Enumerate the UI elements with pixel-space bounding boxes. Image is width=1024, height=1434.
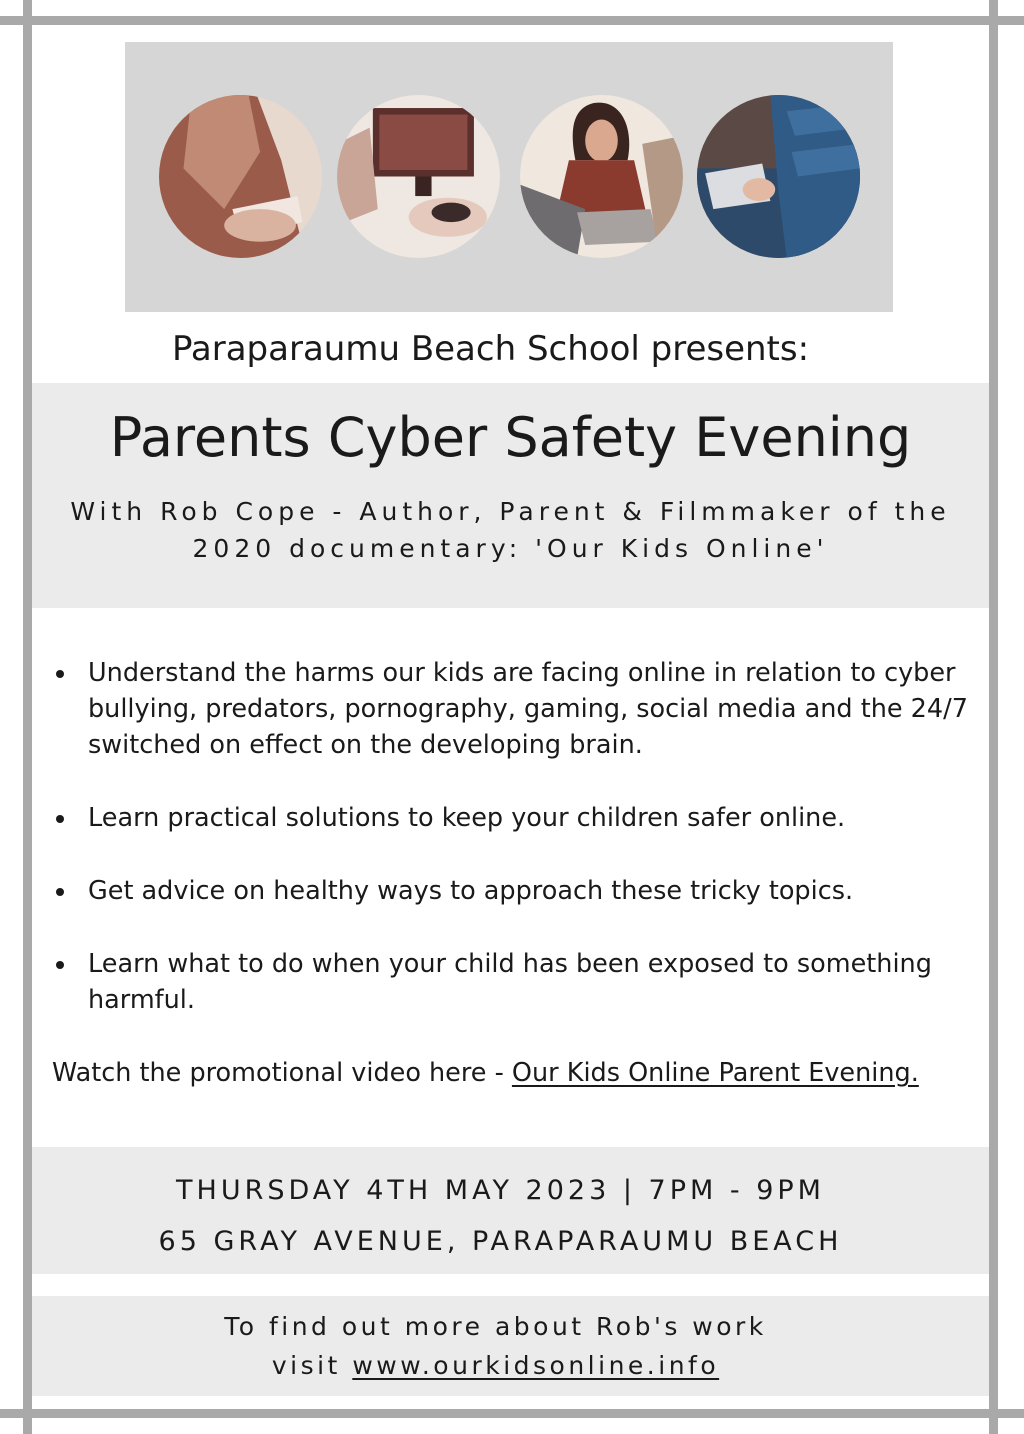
promo-video-link[interactable]: Our Kids Online Parent Evening. [511, 1058, 919, 1088]
photo-banner [125, 42, 893, 312]
event-title: Parents Cyber Safety Evening [109, 406, 912, 469]
date-band [32, 1147, 989, 1274]
visit-prefix: visit [271, 1351, 353, 1380]
list-item [52, 800, 987, 836]
photo-gaming-controller [337, 95, 500, 258]
photo-girl-with-laptop [520, 95, 683, 258]
website-link[interactable]: www.ourkidsonline.info [352, 1351, 720, 1380]
bullet-dot-icon [56, 961, 64, 969]
event-subtitle [32, 493, 989, 567]
bullet-text: Learn what to do when your child has been exposed to something harmful. [88, 949, 932, 1015]
frame-line-right [989, 0, 998, 1434]
promo-line [52, 1055, 919, 1091]
photo-girl-with-phone [159, 95, 322, 258]
subtitle-line-1: With Rob Cope - Author, Parent & Filmmaker of the [70, 497, 951, 526]
bullet-list [52, 655, 987, 1055]
frame-line-left [23, 0, 32, 1434]
bullet-dot-icon [56, 670, 64, 678]
photo-boy-with-tablet [697, 95, 860, 258]
bullet-text: Get advice on healthy ways to approach these tricky topics. [88, 876, 854, 906]
frame-line-top [0, 16, 1024, 25]
presents-heading: Paraparaumu Beach School presents: [171, 329, 810, 369]
event-address: 65 GRAY AVENUE, PARAPARAUMU BEACH [158, 1226, 843, 1257]
more-info-text: To find out more about Rob's work [224, 1312, 767, 1341]
list-item [52, 873, 987, 909]
more-info-visit [32, 1348, 989, 1384]
list-item [52, 946, 987, 1018]
bullet-text: Understand the harms our kids are facing online in relation to cyber bullying, predators, pornography, gaming, social media and the 24/7 switched on effect on the developing brain. [88, 658, 968, 760]
subtitle-line-2: 2020 documentary: 'Our Kids Online' [192, 534, 829, 563]
more-info-band [32, 1296, 989, 1396]
frame-line-bottom [0, 1409, 1024, 1418]
bullet-dot-icon [56, 888, 64, 896]
list-item [52, 655, 987, 763]
promo-text: Watch the promotional video here - [52, 1058, 512, 1088]
event-date-time: THURSDAY 4TH MAY 2023 | 7PM - 9PM [176, 1175, 825, 1206]
bullet-dot-icon [56, 815, 64, 823]
title-band [32, 383, 989, 608]
bullet-text: Learn practical solutions to keep your children safer online. [88, 803, 846, 833]
